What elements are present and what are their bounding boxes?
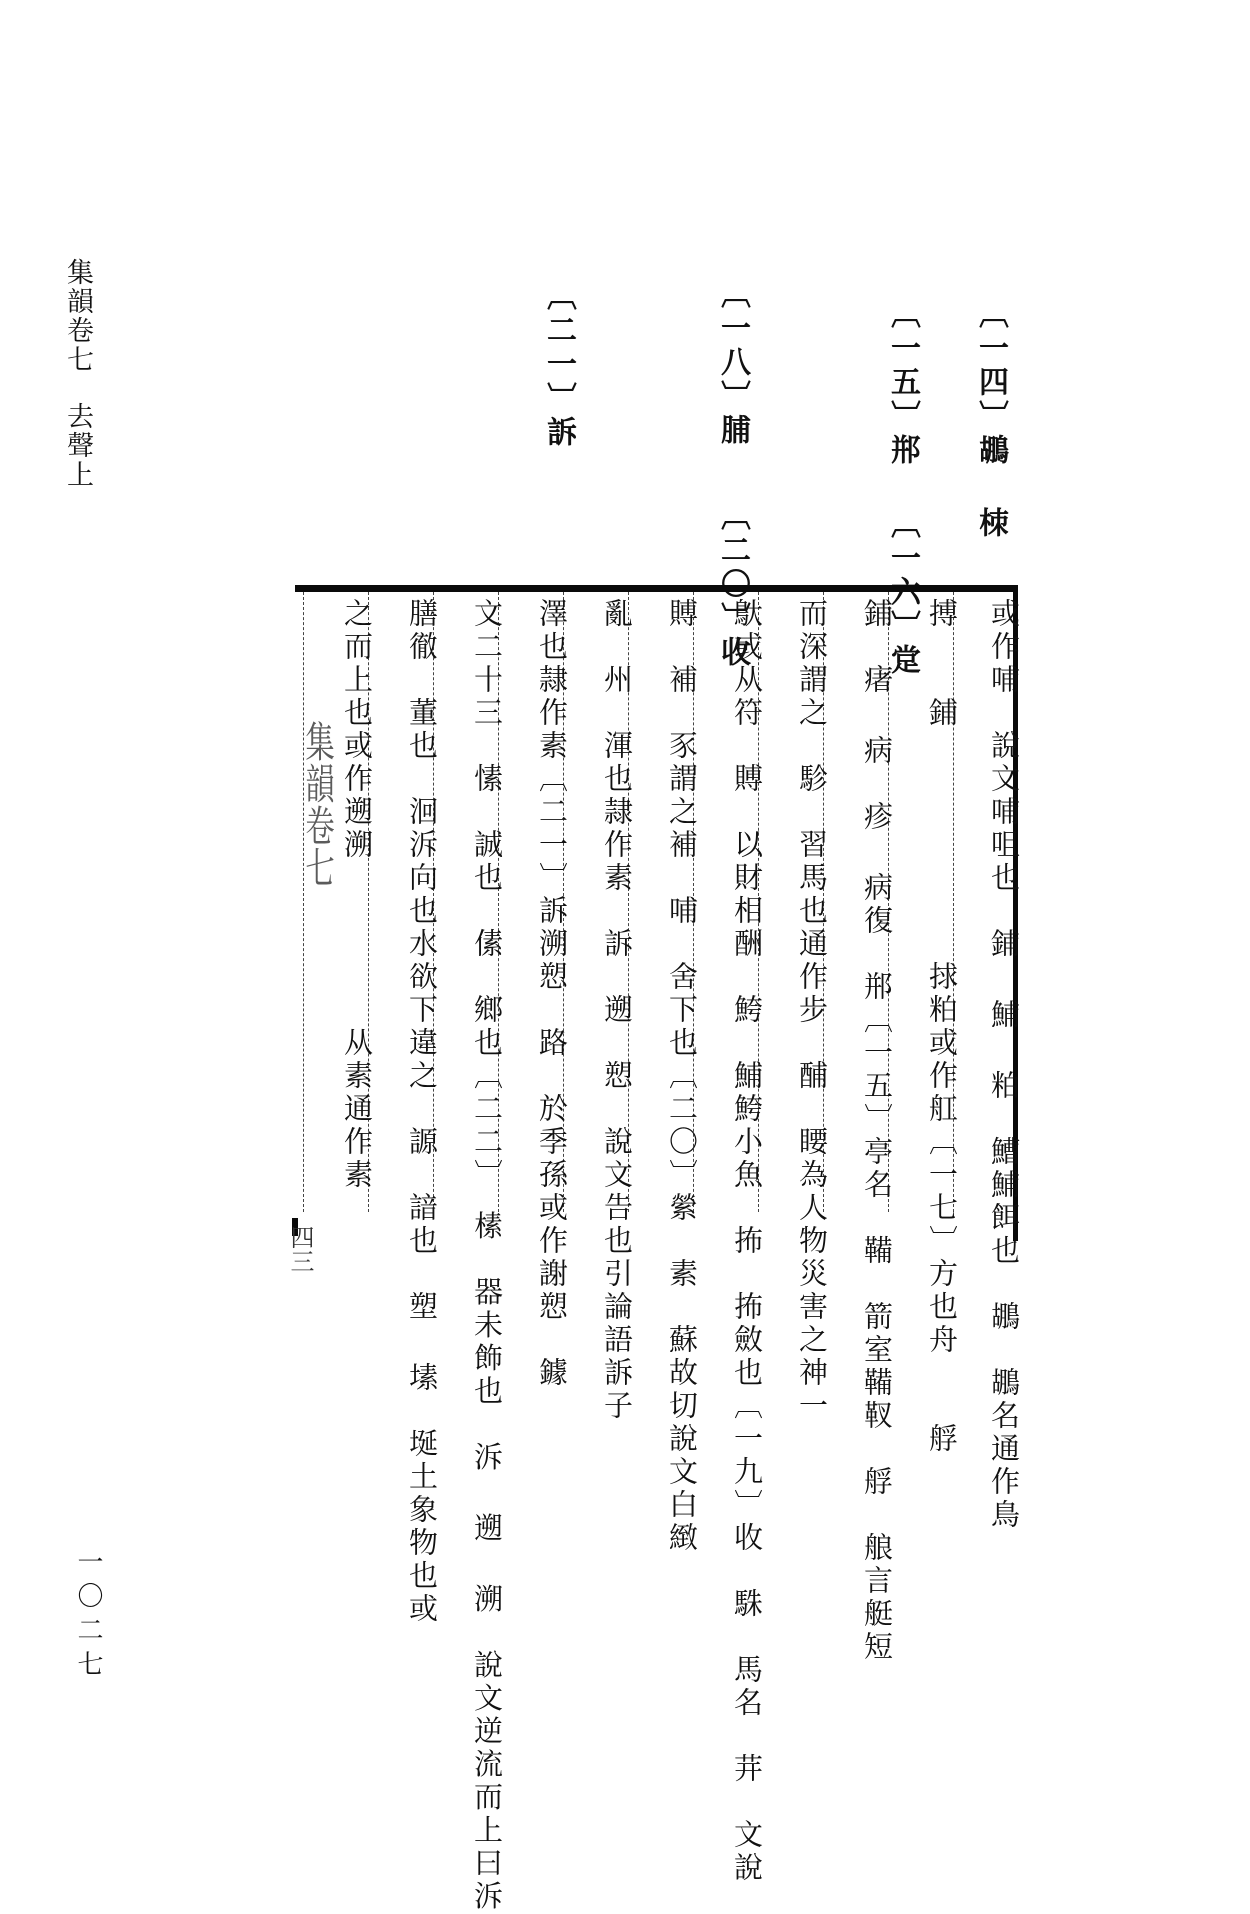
block-edge-leaf: 四三 bbox=[286, 1225, 314, 1273]
text-column-2 bbox=[888, 598, 960, 1456]
column-text: 文二十三 愫 誠也 傃 鄉也〔二二〕 榡 器未飾也 泝 遡 溯 說文逆流而上曰泝 bbox=[470, 598, 504, 1914]
column-text: 而深謂之 駗 習馬也通作步 酺 䁏為人物災害之神一 bbox=[795, 598, 829, 1423]
section-title: 去聲上 bbox=[62, 402, 93, 489]
text-column-6 bbox=[628, 598, 700, 1555]
note-20-text: 〔二〇〕收 bbox=[715, 500, 750, 670]
book-title: 集韻卷七 bbox=[62, 258, 93, 374]
text-column-8 bbox=[498, 598, 570, 1390]
text-column-4 bbox=[758, 598, 830, 1423]
note-18-text: 〔一八〕脯 bbox=[715, 278, 750, 448]
block-edge-title: 集韻卷七 bbox=[301, 720, 336, 888]
text-column-1 bbox=[950, 598, 1022, 1532]
note-21: 〔二一〕訴 bbox=[541, 280, 576, 450]
column-text: 賻 補 豕謂之補 哺 舍下也〔二〇〕縈 素 蘇故切說文白緻 bbox=[665, 598, 699, 1555]
text-column-7 bbox=[563, 598, 635, 1423]
column-text: 搏 鋪 捄粕或作舡〔一七〕方也舟 艀 bbox=[925, 598, 959, 1456]
text-column-10 bbox=[368, 598, 440, 1626]
text-column-5 bbox=[693, 598, 765, 1885]
note-14: 〔一四〕鶘 栜 bbox=[973, 298, 1008, 541]
column-text: 或作哺 說文哺咀也 鋪 鯆 粕 鰽鯆餌也 鶘 鶘名通作鳥 bbox=[987, 598, 1021, 1532]
text-column-11 bbox=[303, 598, 375, 1218]
page-number: 一〇二七 bbox=[73, 1548, 103, 1684]
column-text: 鋪 瘏 病 疹 病復 郱〔一五〕亭名 鞴 箭室鞴靫 艀 艆言艇短 bbox=[860, 598, 894, 1664]
column-text: 澤也隷作素〔二一〕訴溯愬 路 於季孫或作謝愬 鐻 bbox=[535, 598, 569, 1390]
column-text: 膳徹 董也 洄泝向也水欲下違之 謜 諳也 塑 塐 埏土象物也或 bbox=[405, 598, 439, 1626]
text-column-3 bbox=[823, 598, 895, 1664]
column-text: 亂 州 渾也隷作素 訴 遡 愬 說文告也引論語訴子 bbox=[600, 598, 634, 1423]
note-16-text: 〔一六〕䟫 bbox=[885, 508, 920, 678]
column-text: 䲦或从符 賻 以財相酬 鮬 鯆鮬小魚 抪 抪斂也〔一九〕收 駯 馬名 茾 文說 bbox=[730, 598, 764, 1885]
text-column-9 bbox=[433, 598, 505, 1914]
running-header bbox=[58, 258, 97, 489]
note-15-text: 〔一五〕郱 bbox=[885, 298, 920, 468]
column-text: 之而上也或作遡溯 从素通作素 bbox=[340, 598, 374, 1192]
